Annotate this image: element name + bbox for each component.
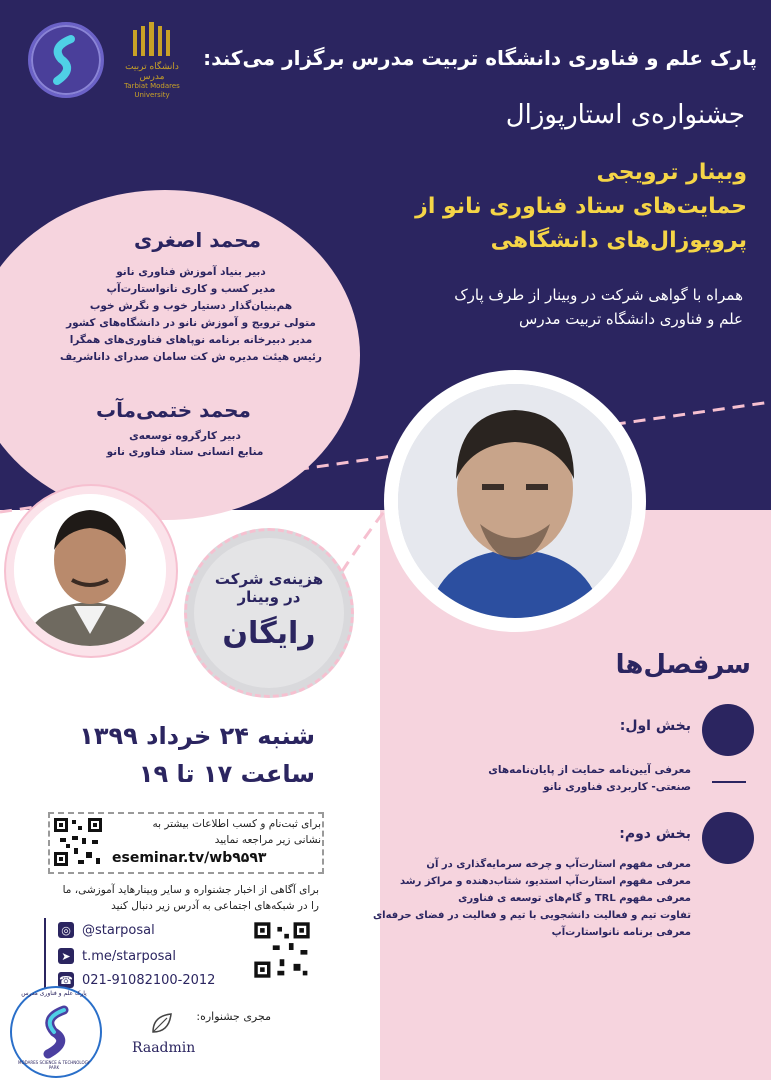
part1-item: صنعتی- کاربردی فناوری نانو [543,781,691,793]
social-divider [44,918,46,990]
leaf-icon [149,1010,175,1036]
university-logo-en: Tarbiat Modares University [124,82,180,99]
social-intro2: را در شبکه‌های اجتماعی به آدرس زیر دنبال کنید [111,900,319,912]
part2-item: معرفی برنامه نانواستارت‌آپ [551,927,691,938]
registration-url[interactable]: eseminar.tv/wb۹۵۹۳ [112,850,267,866]
fee-circle-inner [194,538,344,688]
starposal-s-icon [31,25,101,95]
event-date: شنبه ۲۴ خرداد ۱۳۹۹ [79,722,315,750]
webinar-title-line1: حمایت‌های ستاد فناوری نانو از [415,194,747,219]
part1-items [488,762,691,796]
park-logo-text-en: MODARES SCIENCE & TECHNOLOGY PARK [18,1060,90,1070]
university-emblem-icon [129,22,175,58]
certificate-line2: علم و فناوری دانشگاه تربیت مدرس [519,310,743,328]
speaker2-role: دبیر کارگروه توسعه‌ی [129,430,241,442]
part1-item: معرفی آیین‌نامه حمایت از پایان‌نامه‌های [488,764,691,776]
telegram-icon: ➤ [58,948,74,964]
part2-item: تفاوت تیم و فعالیت دانشجویی با تیم و فعالیت در فضای حرفه‌ای [373,910,691,921]
speaker2-portrait [14,494,166,646]
registration-text1: برای ثبت‌نام و کسب اطلاعات بیشتر به [152,818,321,830]
festival-title: جشنواره‌ی استارپوزال [505,100,745,130]
fee-label-line2: در وبینار [237,588,301,606]
phone-icon: ☎ [59,973,73,987]
telegram-link: t.me/starposal [82,948,177,964]
qr-code-icon [52,816,104,868]
social-intro1: برای آگاهی از اخبار جشنواره و سایر وبینارهاید آموزشی، ما [62,884,319,896]
phone-number: 021-91082100-2012 [82,972,216,988]
speaker2-role: منابع انسانی ستاد فناوری نانو [106,446,264,458]
speaker1-role: رئیس هیئت مدیره ش کت سامان صدرای داناشریف [60,351,322,363]
webinar-type: وبینار ترویجی [596,160,747,185]
registration-qr[interactable] [52,816,104,868]
topics-title: سرفصل‌ها [615,650,751,680]
fee-label [194,570,344,606]
part1-title: بخش اول: [619,718,691,734]
part2-items [373,856,691,941]
speaker1-role: مدیر دبیرخانه برنامه نوپاهای فناوری‌های همگرا [69,334,313,346]
speaker1-role: هم‌بنیان‌گذار دستیار خوب و نگرش خوب [89,300,293,312]
speaker1-roles [21,264,361,366]
starposal-logo [28,22,104,98]
organizer-line: پارک علم و فناوری دانشگاه تربیت مدرس برگزار می‌کند: [203,46,757,70]
phone-row[interactable] [58,972,215,988]
speaker1-role: متولی ترویج و آموزش نانو در دانشگاه‌های کشور [66,317,316,329]
qr-code-icon [252,920,312,980]
part2-bullet [702,812,754,864]
instagram-icon: ◎ [58,922,74,938]
executor-label: مجری جشنواره: [196,1010,271,1023]
part2-title: بخش دوم: [619,826,691,842]
university-logo [112,22,192,99]
speaker2-roles [90,428,280,460]
university-logo-fa: دانشگاه تربیت مدرس [125,62,179,82]
speaker1-name: محمد اصغری [134,228,261,252]
fee-value: رایگان [222,616,316,651]
social-qr[interactable] [252,920,312,980]
certificate-line1: همراه با گواهی شرکت در وبینار از طرف پارک [454,286,743,304]
telegram-row[interactable] [58,948,176,964]
instagram-row[interactable] [58,922,155,938]
webinar-title-line2: پروپوزال‌های دانشگاهی [490,228,747,253]
speaker2-photo [14,494,166,646]
park-logo-text-fa: پارک علم و فناوری مدرس [21,990,87,997]
part2-item: معرفی مفهوم TRL و گام‌های توسعه ی فناوری [458,893,691,904]
part1-bullet [702,704,754,756]
executor-logo [132,1010,196,1056]
speaker2-name: محمد ختمی‌مآب [96,398,251,422]
speaker1-portrait [398,384,632,618]
part2-item: معرفی مفهوم استارت‌آپ استدیو، شتاب‌دهنده و مراکز رشد [399,876,691,887]
speaker1-photo [398,384,632,618]
speaker1-role: مدیر کسب و کاری نانواستارت‌آپ [106,283,276,295]
instagram-handle: @starposal [82,922,155,938]
event-time: ساعت ۱۷ تا ۱۹ [138,760,315,788]
executor-brand: Raadmin [132,1040,196,1056]
speaker1-role: دبیر بنیاد آموزش فناوری نانو [116,266,266,278]
registration-text2: نشانی زیر مراجعه نمایید [214,834,321,846]
fee-label-line1: هزینه‌ی شرکت [214,570,324,588]
part1-divider [712,781,746,783]
part2-item: معرفی مفهوم استارت‌آپ و چرخه سرمایه‌گذاری در آن [426,859,691,870]
